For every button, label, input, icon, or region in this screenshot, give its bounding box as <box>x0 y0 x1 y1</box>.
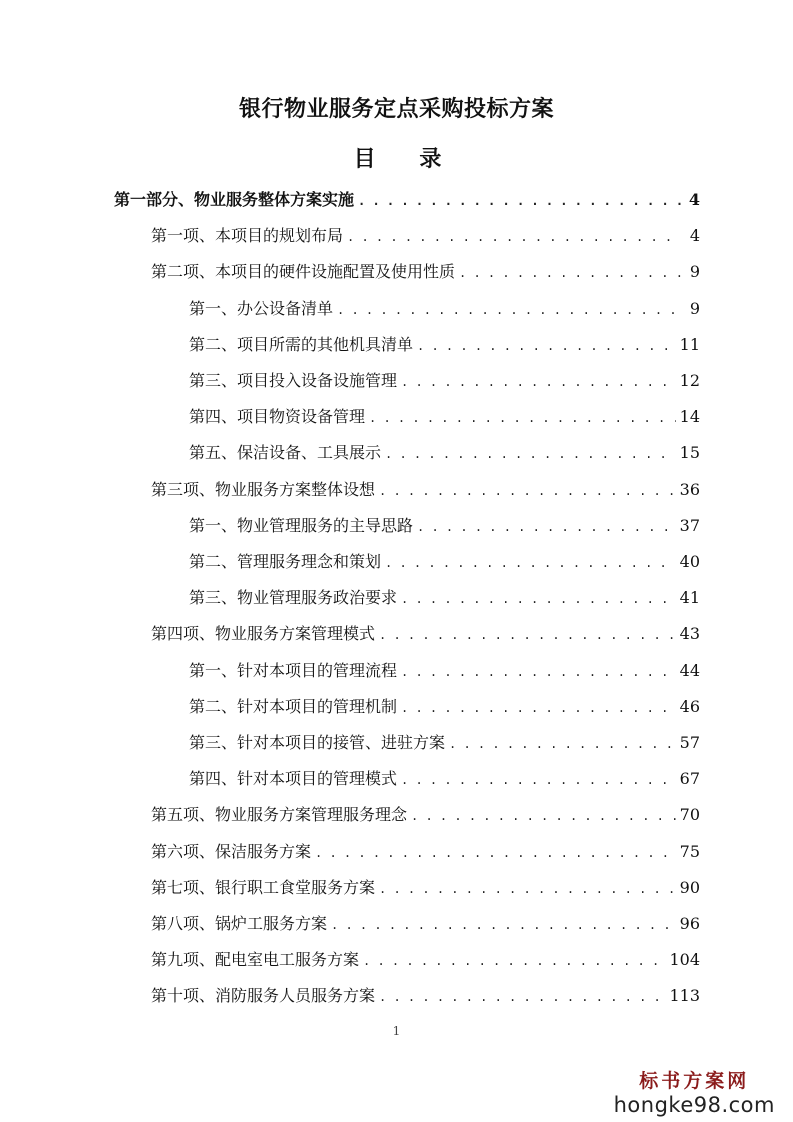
toc-entry[interactable] <box>189 400 700 434</box>
toc-dot-leader <box>347 219 682 254</box>
page-number: 1 <box>392 1024 401 1038</box>
toc-entry[interactable] <box>151 219 700 253</box>
toc-entry[interactable] <box>189 690 700 724</box>
toc-dot-leader <box>379 979 665 1014</box>
toc-dot-leader <box>401 581 676 616</box>
toc-entry[interactable] <box>151 871 700 905</box>
toc-entry-page: 104 <box>669 950 700 970</box>
toc-entry-page: 4 <box>688 190 700 209</box>
toc-entry-page: 15 <box>679 443 700 463</box>
watermark-chinese-text: 标书方案网 <box>639 1070 750 1092</box>
toc-entry-label: 第一、物业管理服务的主导思路 <box>189 515 414 535</box>
toc-entry[interactable] <box>189 581 700 615</box>
site-watermark <box>614 1070 775 1118</box>
toc-entry-label: 第三、物业管理服务政治要求 <box>189 588 398 608</box>
toc-dot-leader <box>411 798 676 833</box>
toc-entry[interactable] <box>151 979 700 1013</box>
toc-dot-leader <box>385 436 676 471</box>
toc-entry-label: 第四、项目物资设备管理 <box>189 407 366 427</box>
toc-entry-label: 第九项、配电室电工服务方案 <box>151 950 360 970</box>
toc-dot-leader <box>337 292 682 327</box>
toc-entry-page: 12 <box>679 371 700 390</box>
toc-entry-label: 第四项、物业服务方案管理模式 <box>151 624 376 644</box>
toc-entry-label: 第一部分、物业服务整体方案实施 <box>114 190 355 209</box>
toc-entry-page: 67 <box>679 769 700 789</box>
toc-entry[interactable] <box>189 364 700 398</box>
toc-entry-page: 37 <box>679 515 700 535</box>
toc-entry-page: 70 <box>679 805 700 825</box>
toc-entry[interactable] <box>151 798 700 832</box>
toc-dot-leader <box>401 690 676 725</box>
toc-entry[interactable] <box>189 328 700 362</box>
toc-entry-label: 第三项、物业服务方案整体设想 <box>151 479 376 499</box>
toc-entry-label: 第一、针对本项目的管理流程 <box>189 660 398 680</box>
toc-entry[interactable] <box>189 545 700 579</box>
toc-entry-page: 9 <box>689 298 700 318</box>
toc-entry-page: 40 <box>679 552 700 571</box>
toc-dot-leader <box>401 364 676 399</box>
toc-heading: 目 录 <box>353 146 460 172</box>
toc-entry[interactable] <box>151 907 700 941</box>
toc-entry-page: 4 <box>689 226 700 246</box>
toc-entry-label: 第三、针对本项目的接管、进驻方案 <box>189 733 446 752</box>
toc-entry[interactable] <box>189 292 700 326</box>
toc-dot-leader <box>379 473 676 508</box>
toc-entry-page: 90 <box>679 877 700 897</box>
toc-dot-leader <box>363 943 665 978</box>
toc-entry[interactable] <box>189 509 700 543</box>
toc-dot-leader <box>401 654 676 689</box>
toc-entry-label: 第七项、银行职工食堂服务方案 <box>151 877 376 897</box>
toc-entry[interactable] <box>114 183 700 217</box>
toc-dot-leader <box>379 871 676 906</box>
toc-entry-label: 第三、项目投入设备设施管理 <box>189 371 398 390</box>
toc-entry-page: 11 <box>679 334 700 354</box>
toc-entry-page: 9 <box>689 262 700 282</box>
toc-entry-label: 第二、管理服务理念和策划 <box>189 552 382 571</box>
toc-entry-label: 第二、针对本项目的管理机制 <box>189 696 398 716</box>
toc-entry-label: 第一项、本项目的规划布局 <box>151 226 344 246</box>
toc-dot-leader <box>459 255 682 290</box>
toc-entry[interactable] <box>151 835 700 869</box>
toc-entry-label: 第六项、保洁服务方案 <box>151 841 312 861</box>
toc-entry-label: 第四、针对本项目的管理模式 <box>189 769 398 789</box>
toc-entry[interactable] <box>151 943 700 977</box>
toc-entry[interactable] <box>151 255 700 289</box>
watermark-url-text: hongke98.com <box>613 1093 775 1117</box>
toc-entry-label: 第五项、物业服务方案管理服务理念 <box>151 805 408 825</box>
toc-dot-leader <box>379 617 676 652</box>
toc-entry[interactable] <box>151 617 700 651</box>
toc-entry[interactable] <box>189 762 700 796</box>
toc-entry-page: 46 <box>679 696 700 716</box>
toc-dot-leader <box>331 907 676 942</box>
toc-entry-label: 第二项、本项目的硬件设施配置及使用性质 <box>151 262 456 282</box>
toc-entry[interactable] <box>189 654 700 688</box>
toc-entry-label: 第十项、消防服务人员服务方案 <box>151 986 376 1006</box>
toc-dot-leader <box>449 726 676 761</box>
toc-entry[interactable] <box>189 726 700 760</box>
toc-dot-leader <box>315 835 676 870</box>
toc-dot-leader <box>417 509 676 544</box>
toc-entry-page: 43 <box>679 624 700 644</box>
toc-entry-page: 36 <box>679 479 700 499</box>
toc-entry-page: 75 <box>679 841 700 861</box>
toc-dot-leader <box>358 183 682 218</box>
toc-entry-page: 57 <box>679 733 700 752</box>
toc-entry-page: 96 <box>679 914 700 933</box>
document-title: 银行物业服务定点采购投标方案 <box>238 96 554 122</box>
toc-dot-leader <box>385 545 676 580</box>
toc-entry-label: 第二、项目所需的其他机具清单 <box>189 334 414 354</box>
toc-dot-leader <box>417 328 676 363</box>
toc-entry[interactable] <box>189 436 700 470</box>
toc-dot-leader <box>369 400 676 435</box>
toc-entry-page: 41 <box>679 588 700 608</box>
toc-entry-page: 44 <box>679 660 700 680</box>
toc-entry-label: 第一、办公设备清单 <box>189 298 334 318</box>
toc-entry-label: 第五、保洁设备、工具展示 <box>189 443 382 463</box>
toc-entry-label: 第八项、锅炉工服务方案 <box>151 914 328 933</box>
toc-entry-page: 113 <box>669 986 700 1006</box>
toc-entry-page: 14 <box>679 407 700 427</box>
toc-entry[interactable] <box>151 473 700 507</box>
toc-dot-leader <box>401 762 676 797</box>
